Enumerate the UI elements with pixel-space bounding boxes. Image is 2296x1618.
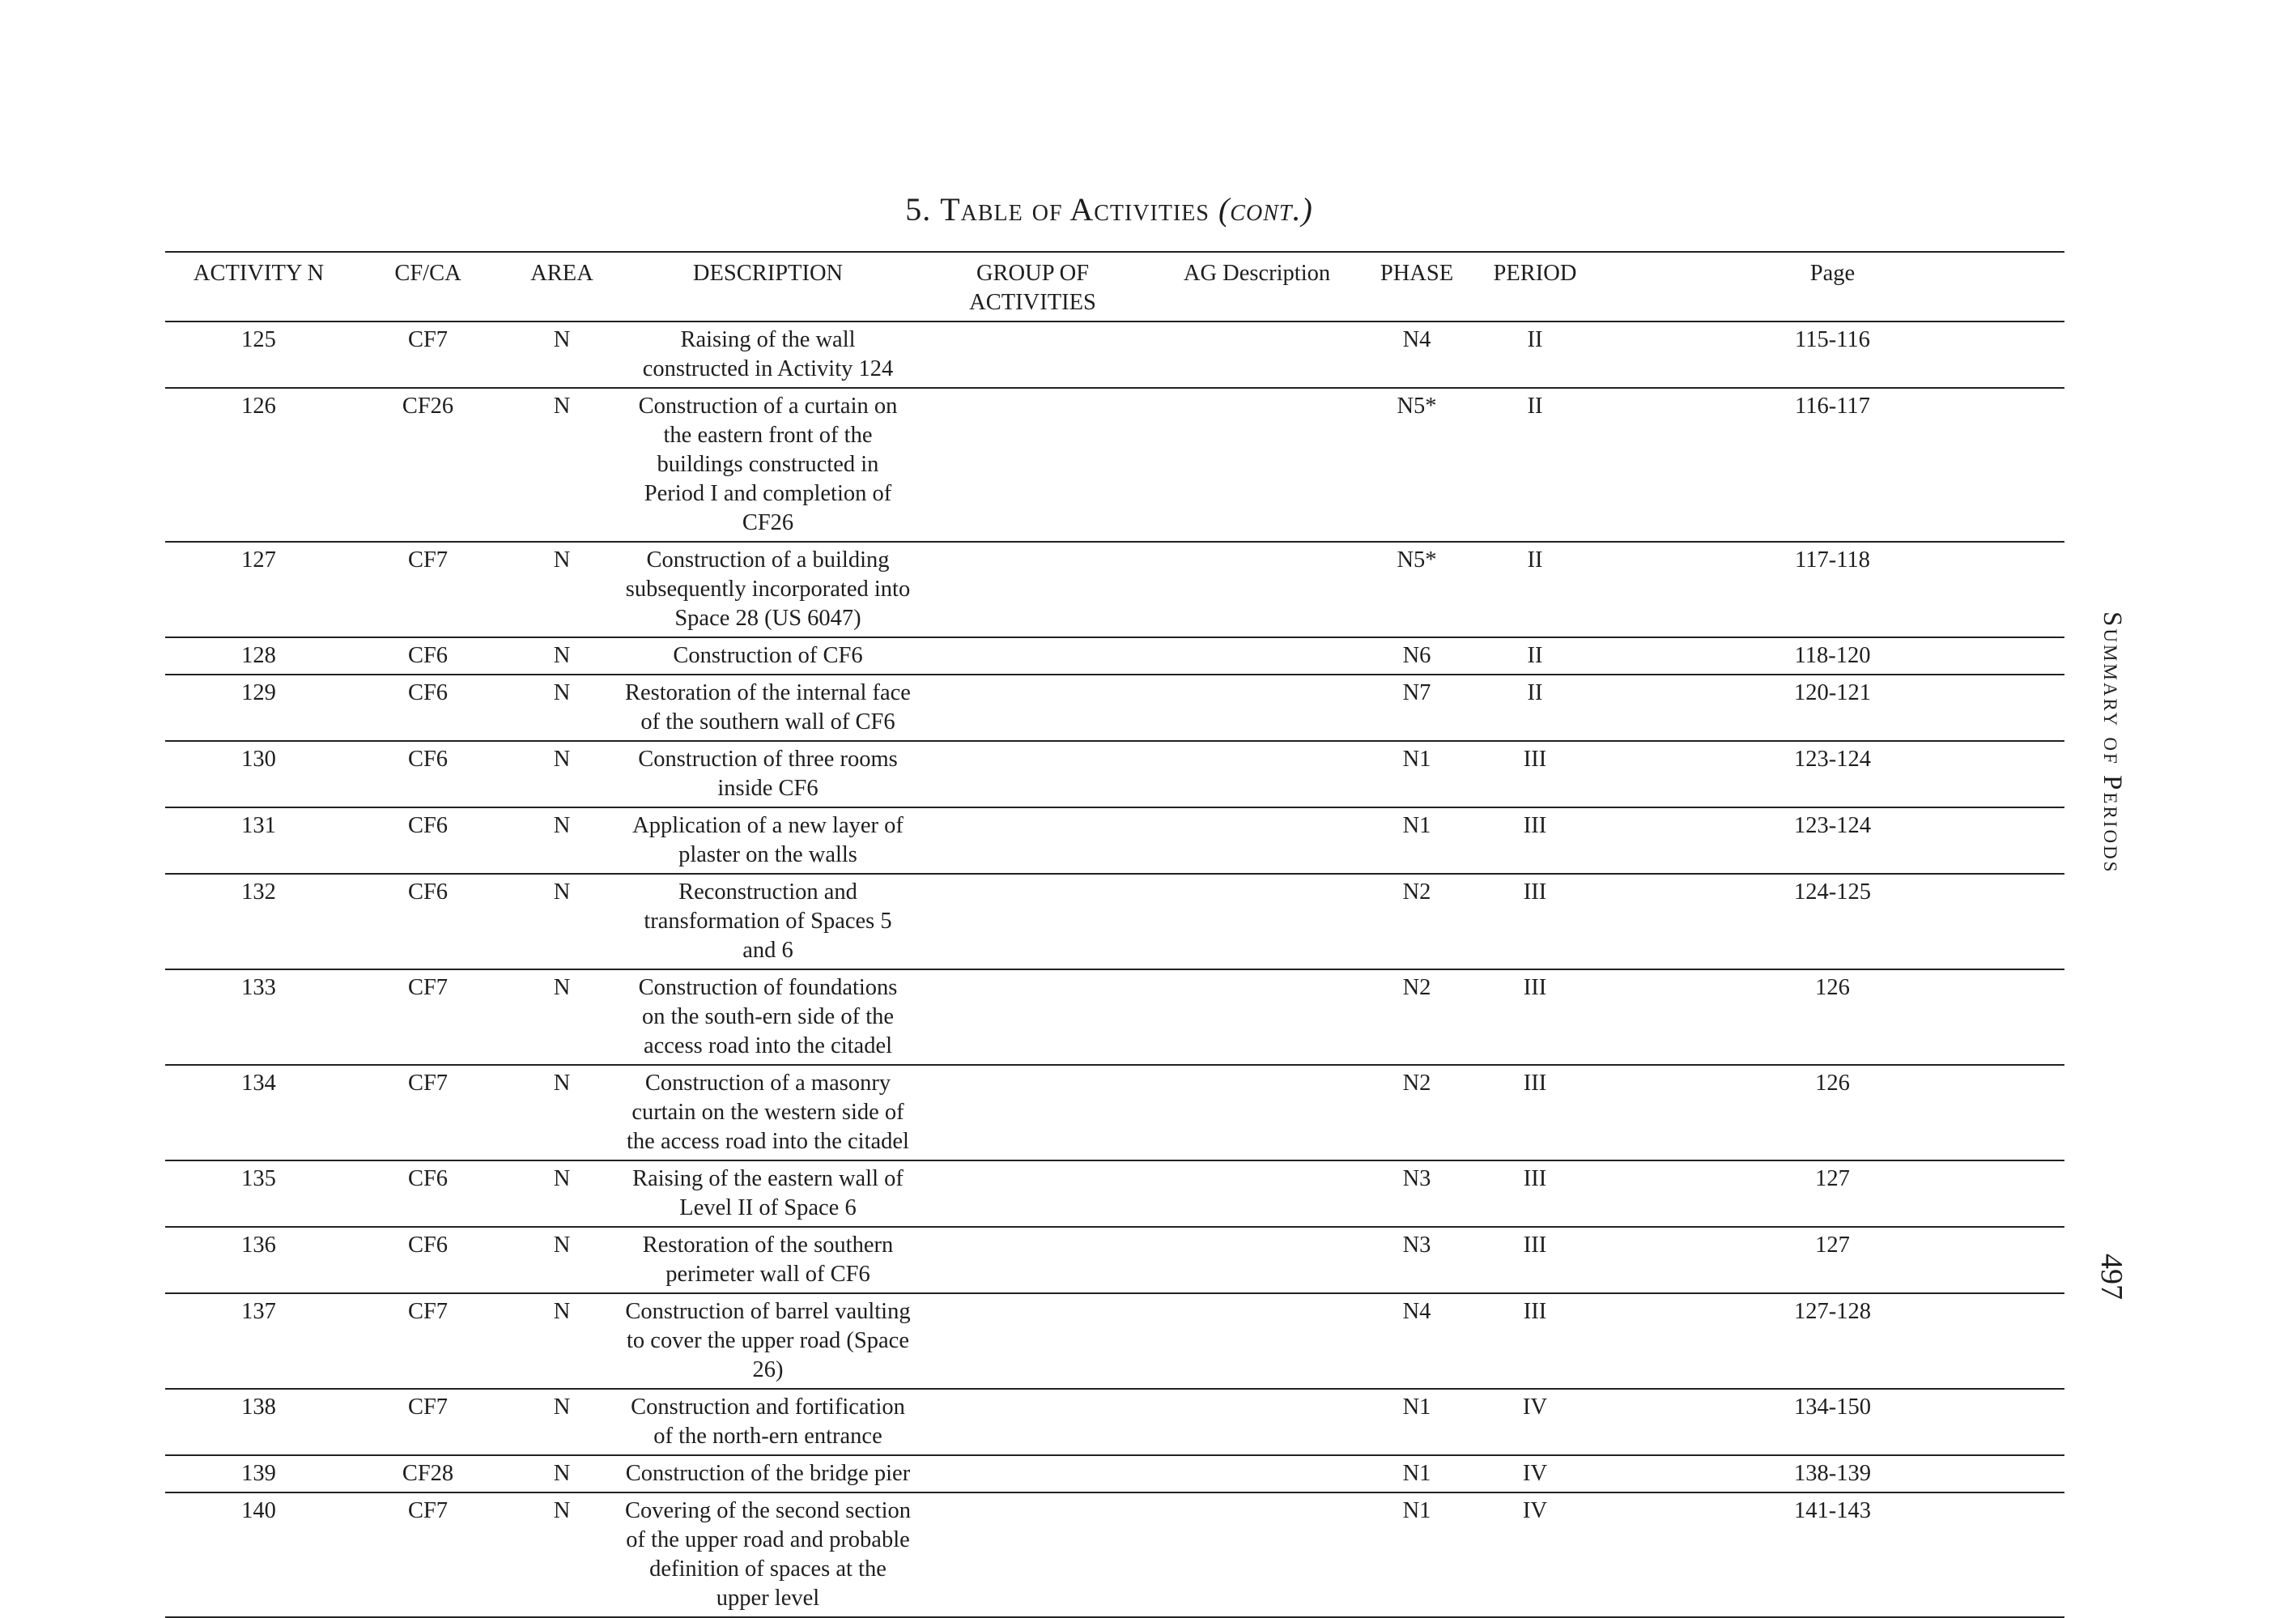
column-header: PERIOD xyxy=(1469,252,1601,321)
cell-ag xyxy=(1150,874,1364,969)
cell-page: 126 xyxy=(1601,1065,2064,1160)
table-body xyxy=(165,321,2064,1617)
cell-area: N xyxy=(504,1455,620,1492)
cell-n: 137 xyxy=(165,1293,352,1389)
cell-cf: CF7 xyxy=(352,542,504,637)
cell-desc: Construction of a curtain on the eastern front of the buildings constructed in Period I and completion of CF26 xyxy=(620,388,916,542)
column-header: CF/CA xyxy=(352,252,504,321)
cell-group xyxy=(916,1389,1150,1455)
cell-desc: Covering of the second section of the upper road and probable definition of spaces at the upper level xyxy=(620,1492,916,1617)
cell-ag xyxy=(1150,321,1364,388)
cell-n: 130 xyxy=(165,741,352,807)
cell-period: III xyxy=(1469,807,1601,874)
cell-ag xyxy=(1150,1455,1364,1492)
column-header: AREA xyxy=(504,252,620,321)
cell-desc: Construction of CF6 xyxy=(620,637,916,675)
cell-group xyxy=(916,741,1150,807)
cell-page: 123-124 xyxy=(1601,741,2064,807)
cell-group xyxy=(916,675,1150,741)
cell-desc: Restoration of the internal face of the southern wall of CF6 xyxy=(620,675,916,741)
cell-ag xyxy=(1150,1389,1364,1455)
cell-period: III xyxy=(1469,741,1601,807)
cell-ag xyxy=(1150,542,1364,637)
column-header: Page xyxy=(1601,252,2064,321)
cell-cf: CF6 xyxy=(352,1227,504,1293)
cell-page: 127 xyxy=(1601,1227,2064,1293)
cell-period: II xyxy=(1469,675,1601,741)
cell-ag xyxy=(1150,1160,1364,1227)
cell-phase: N4 xyxy=(1364,321,1469,388)
cell-desc: Construction of three rooms inside CF6 xyxy=(620,741,916,807)
table-row xyxy=(165,874,2064,969)
cell-cf: CF7 xyxy=(352,321,504,388)
cell-period: III xyxy=(1469,1065,1601,1160)
cell-n: 140 xyxy=(165,1492,352,1617)
cell-ag xyxy=(1150,675,1364,741)
cell-page: 120-121 xyxy=(1601,675,2064,741)
cell-phase: N6 xyxy=(1364,637,1469,675)
column-header: AG Description xyxy=(1150,252,1364,321)
column-header: GROUP OF ACTIVITIES xyxy=(916,252,1150,321)
cell-cf: CF7 xyxy=(352,1065,504,1160)
cell-phase: N1 xyxy=(1364,807,1469,874)
cell-page: 118-120 xyxy=(1601,637,2064,675)
cell-phase: N4 xyxy=(1364,1293,1469,1389)
cell-period: II xyxy=(1469,388,1601,542)
cell-desc: Construction of the bridge pier xyxy=(620,1455,916,1492)
cell-cf: CF7 xyxy=(352,1389,504,1455)
cell-page: 115-116 xyxy=(1601,321,2064,388)
cell-cf: CF7 xyxy=(352,1492,504,1617)
header-row xyxy=(165,252,2064,321)
cell-desc: Raising of the eastern wall of Level II of Space 6 xyxy=(620,1160,916,1227)
cell-group xyxy=(916,542,1150,637)
cell-desc: Restoration of the southern perimeter wall of CF6 xyxy=(620,1227,916,1293)
cell-n: 136 xyxy=(165,1227,352,1293)
table-title xyxy=(0,190,2218,228)
page-number: 497 xyxy=(2094,1254,2128,1300)
cell-cf: CF6 xyxy=(352,741,504,807)
cell-n: 126 xyxy=(165,388,352,542)
table-row xyxy=(165,741,2064,807)
cell-area: N xyxy=(504,542,620,637)
cell-group xyxy=(916,1160,1150,1227)
cell-ag xyxy=(1150,807,1364,874)
cell-desc: Reconstruction and transformation of Spaces 5 and 6 xyxy=(620,874,916,969)
cell-n: 127 xyxy=(165,542,352,637)
cell-period: III xyxy=(1469,1160,1601,1227)
table-row xyxy=(165,1293,2064,1389)
cell-period: II xyxy=(1469,321,1601,388)
cell-phase: N7 xyxy=(1364,675,1469,741)
activities-table xyxy=(165,251,2064,1618)
cell-cf: CF6 xyxy=(352,874,504,969)
cell-cf: CF6 xyxy=(352,807,504,874)
cell-area: N xyxy=(504,1293,620,1389)
cell-desc: Construction of foundations on the south-ern side of the access road into the citadel xyxy=(620,969,916,1065)
cell-page: 126 xyxy=(1601,969,2064,1065)
cell-cf: CF6 xyxy=(352,675,504,741)
cell-cf: CF6 xyxy=(352,1160,504,1227)
cell-period: IV xyxy=(1469,1455,1601,1492)
table-header xyxy=(165,252,2064,321)
cell-period: III xyxy=(1469,1293,1601,1389)
cell-area: N xyxy=(504,807,620,874)
cell-page: 117-118 xyxy=(1601,542,2064,637)
table-row xyxy=(165,542,2064,637)
cell-n: 138 xyxy=(165,1389,352,1455)
cell-ag xyxy=(1150,637,1364,675)
table-title-main: Table of Activities xyxy=(940,191,1210,228)
cell-desc: Construction of barrel vaulting to cover the upper road (Space 26) xyxy=(620,1293,916,1389)
cell-desc: Application of a new layer of plaster on the walls xyxy=(620,807,916,874)
cell-ag xyxy=(1150,969,1364,1065)
cell-area: N xyxy=(504,874,620,969)
table-row xyxy=(165,321,2064,388)
cell-area: N xyxy=(504,1065,620,1160)
cell-period: II xyxy=(1469,542,1601,637)
table-row xyxy=(165,388,2064,542)
cell-n: 131 xyxy=(165,807,352,874)
table-row xyxy=(165,1455,2064,1492)
cell-phase: N5* xyxy=(1364,542,1469,637)
cell-cf: CF7 xyxy=(352,969,504,1065)
cell-ag xyxy=(1150,1065,1364,1160)
cell-period: III xyxy=(1469,969,1601,1065)
cell-group xyxy=(916,1227,1150,1293)
cell-cf: CF28 xyxy=(352,1455,504,1492)
table-row xyxy=(165,1065,2064,1160)
cell-page: 124-125 xyxy=(1601,874,2064,969)
cell-area: N xyxy=(504,1227,620,1293)
cell-area: N xyxy=(504,741,620,807)
cell-phase: N2 xyxy=(1364,969,1469,1065)
cell-n: 135 xyxy=(165,1160,352,1227)
cell-desc: Construction of a building subsequently incorporated into Space 28 (US 6047) xyxy=(620,542,916,637)
cell-cf: CF7 xyxy=(352,1293,504,1389)
cell-phase: N3 xyxy=(1364,1160,1469,1227)
cell-phase: N3 xyxy=(1364,1227,1469,1293)
cell-period: III xyxy=(1469,874,1601,969)
cell-desc: Construction of a masonry curtain on the western side of the access road into the citadel xyxy=(620,1065,916,1160)
cell-area: N xyxy=(504,675,620,741)
cell-page: 138-139 xyxy=(1601,1455,2064,1492)
cell-period: II xyxy=(1469,637,1601,675)
cell-group xyxy=(916,1455,1150,1492)
cell-phase: N5* xyxy=(1364,388,1469,542)
cell-page: 127-128 xyxy=(1601,1293,2064,1389)
table-row xyxy=(165,637,2064,675)
table-row xyxy=(165,1492,2064,1617)
running-head: Summary of Periods xyxy=(2098,611,2127,875)
cell-n: 128 xyxy=(165,637,352,675)
cell-page: 123-124 xyxy=(1601,807,2064,874)
table-row xyxy=(165,969,2064,1065)
cell-cf: CF6 xyxy=(352,637,504,675)
cell-group xyxy=(916,1293,1150,1389)
cell-page: 127 xyxy=(1601,1160,2064,1227)
cell-page: 116-117 xyxy=(1601,388,2064,542)
cell-phase: N2 xyxy=(1364,874,1469,969)
cell-area: N xyxy=(504,637,620,675)
cell-page: 134-150 xyxy=(1601,1389,2064,1455)
cell-n: 133 xyxy=(165,969,352,1065)
table-number: 5. xyxy=(905,191,932,228)
cell-phase: N1 xyxy=(1364,1455,1469,1492)
table-row xyxy=(165,675,2064,741)
cell-ag xyxy=(1150,388,1364,542)
cell-n: 125 xyxy=(165,321,352,388)
cell-ag xyxy=(1150,741,1364,807)
cell-phase: N1 xyxy=(1364,1492,1469,1617)
cell-n: 134 xyxy=(165,1065,352,1160)
cell-group xyxy=(916,388,1150,542)
cell-desc: Construction and fortification of the north-ern entrance xyxy=(620,1389,916,1455)
cell-group xyxy=(916,321,1150,388)
cell-group xyxy=(916,1492,1150,1617)
cell-group xyxy=(916,969,1150,1065)
cell-ag xyxy=(1150,1293,1364,1389)
cell-period: III xyxy=(1469,1227,1601,1293)
cell-area: N xyxy=(504,1389,620,1455)
column-header: PHASE xyxy=(1364,252,1469,321)
column-header: ACTIVITY N xyxy=(165,252,352,321)
cell-area: N xyxy=(504,969,620,1065)
cell-group xyxy=(916,807,1150,874)
table-row xyxy=(165,1389,2064,1455)
cell-phase: N1 xyxy=(1364,1389,1469,1455)
cell-group xyxy=(916,874,1150,969)
cell-ag xyxy=(1150,1492,1364,1617)
cell-area: N xyxy=(504,1492,620,1617)
column-header: DESCRIPTION xyxy=(620,252,916,321)
cell-ag xyxy=(1150,1227,1364,1293)
cell-n: 132 xyxy=(165,874,352,969)
cell-cf: CF26 xyxy=(352,388,504,542)
cell-phase: N2 xyxy=(1364,1065,1469,1160)
cell-group xyxy=(916,637,1150,675)
table-title-cont: (cont.) xyxy=(1218,191,1313,228)
table-row xyxy=(165,1227,2064,1293)
table-row xyxy=(165,807,2064,874)
cell-n: 139 xyxy=(165,1455,352,1492)
cell-desc: Raising of the wall constructed in Activity 124 xyxy=(620,321,916,388)
cell-area: N xyxy=(504,321,620,388)
cell-page: 141-143 xyxy=(1601,1492,2064,1617)
cell-period: IV xyxy=(1469,1492,1601,1617)
cell-group xyxy=(916,1065,1150,1160)
cell-area: N xyxy=(504,388,620,542)
cell-n: 129 xyxy=(165,675,352,741)
cell-area: N xyxy=(504,1160,620,1227)
cell-phase: N1 xyxy=(1364,741,1469,807)
cell-period: IV xyxy=(1469,1389,1601,1455)
table-row xyxy=(165,1160,2064,1227)
